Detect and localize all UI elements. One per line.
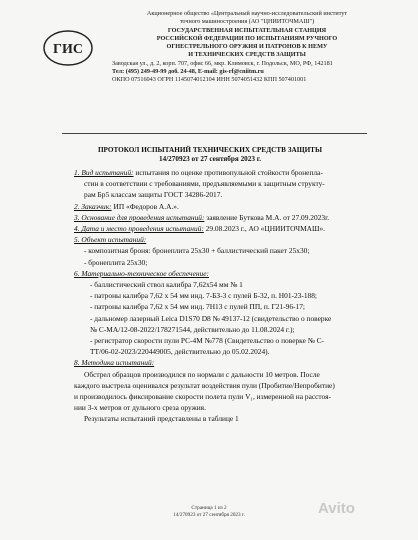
section-6-item: - дальномер лазерный Leica D1S70 D8 № 49137-12 (свидетельство о поверке [90,313,332,323]
section-6-item: ТТ/06-02-2023/220449005, действительно до 05.02.2024). [90,347,270,357]
section-4: 4. Дата и место проведения испытаний: 29.08.2023 г., АО «ЦНИИТОЧМАШ». [74,224,325,234]
header-address: Заводская ул., д. 2, корп. 707, офис 66, мкр. Климовск, г. Подольск, МО, РФ, 142181 [112,59,333,67]
title-number: 14/270923 от 27 сентября 2023 г. [159,155,261,163]
gis-logo [42,28,94,68]
header-requisites: ОКПО 07516043 ОГРН 1145074012104 ИНН 5074051432 КПП 507401001 [112,76,307,84]
methodology-text: и производилось фиксирование скорости полета пули V₁, измеренной на расстоя- [74,392,331,402]
section-6-item: - патроны калибра 7,62 х 54 мм инд. 7-БЗ-3 с пулей Б-32, п. Н01-23-188; [90,291,317,301]
section-3: 3. Основание для проведения испытаний: заявление Буткова М.А. от 27.09.2023г. [74,212,330,222]
document-title [60,146,360,164]
section-6-item: - баллистический ствол калибра 7,62х54 мм № 1 [90,280,243,290]
logo-text: ГИС [53,42,83,57]
header-divider [62,133,367,134]
section-5-item: - композитная броня: бронеплита 25х30 + баллистический пакет 25х30; [84,246,310,256]
methodology-text: Обстрел образцов производился по нормали с дальности 10 метров. После [84,369,320,379]
methodology-text: каждого выстрела оценивался результат воздействия пули (Пробитие/Непробитие) [74,380,335,390]
page-footer [150,505,268,518]
organization-header [112,10,382,85]
section-5: 5. Объект испытаний: [74,235,147,245]
section-1: 1. Вид испытаний: испытания по оценке противопульной стойкости бронепла- [74,168,323,177]
avito-watermark: Avito [318,500,355,517]
section-8: 8. Методика испытаний: [74,358,155,368]
header-line: ОГНЕСТРЕЛЬНОГО ОРУЖИЯ И ПАТРОНОВ К НЕМУ [166,43,328,51]
header-line: ГОСУДАРСТВЕННАЯ ИСПЫТАТЕЛЬНАЯ СТАНЦИЯ [167,26,327,34]
title-line: ПРОТОКОЛ ИСПЫТАНИЙ ТЕХНИЧЕСКИХ СРЕДСТВ ЗАЩИТЫ [97,146,323,154]
section-6: 6. Материально-техническое обеспечение: [74,268,209,278]
methodology-text: нии 3-х метров от дульного среза оружия. [74,403,206,413]
header-line: РОССИЙСКОЙ ФЕДЕРАЦИИ ПО ИСПЫТАНИЯМ РУЧНОГО [156,34,338,42]
page-number: Страница 1 из 2 [191,505,227,511]
results-reference: Результаты испытаний представлены в таблице 1 [84,414,239,424]
header-line: Акционерное общество «Центральный научно-исследовательский институт [146,10,348,17]
header-contacts: Тел: (495) 249-49-99 доб. 24-48, E-mail: gis-rf@cniitm.ru [112,68,264,76]
section-6-item: № С-МА/12-08-2022/178271544, действительно до 11.08.2024 г.); [90,324,295,334]
section-6-item: - регистратор скорости пули РС-4М №778 (Свидетельство о поверке № С- [90,336,324,346]
section-1-text: рам Бр5 классам защиты ГОСТ 34286-2017. [84,190,223,200]
header-line: точного машиностроения (АО "ЦНИИТОЧМАШ") [179,18,315,26]
section-6-item: - патроны калибра 7,62 х 54 мм инд. 7Н13 с пулей ПП, п. Г21-96-17; [90,302,305,312]
document-body [74,167,374,425]
section-2: 2. Заказчик: ИП «Федоров А.А.». [74,201,179,211]
footer-protocol-ref: 14/270923 от 27 сентября 2023 г. [173,511,245,518]
section-1-text: стин в соответствии с требованиями, предъявляемыми к защитным структу- [84,179,325,189]
section-5-item: - бронеплита 25х30; [84,257,148,267]
header-line: И ТЕХНИЧЕСКИХ СРЕДСТВ ЗАЩИТЫ [188,51,306,59]
